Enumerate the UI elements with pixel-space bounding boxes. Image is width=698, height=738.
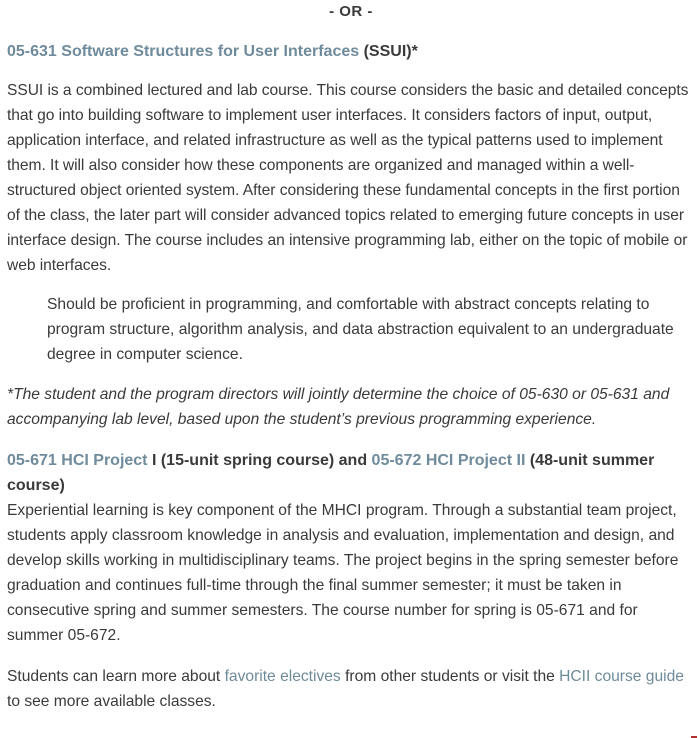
hci-project-heading	[7, 448, 695, 498]
course-631-heading	[7, 39, 695, 64]
hci-project-671-link[interactable]: 05-671 HCI Project	[7, 452, 148, 469]
course-631-prerequisite: Should be proficient in programming, and comfortable with abstract concepts relating to program structure, algorithm analysis, and data abstraction equivalent to an undergraduate degree in computer science.	[47, 296, 674, 363]
course-631-link[interactable]: 05-631 Software Structures for User Interfaces	[7, 43, 360, 60]
hci-project-672-link[interactable]: 05-672 HCI Project II	[371, 452, 526, 469]
programming-footnote: *The student and the program directors will jointly determine the choice of 05-630 or 05-631 and accompanying lab level, based upon the student’s previous programming experience.	[7, 386, 670, 428]
hci-project-mid-text: I (15-unit spring course) and	[147, 452, 372, 469]
course-631-description: SSUI is a combined lectured and lab course. This course considers the basic and detailed concepts that go into building software to implement user interfaces. It considers factors of input, output, application interface, and related infrastructure as well as the typical patterns used to implement them. It will also consider how these components are organized and managed within a well-structured object oriented system. After considering these fundamental concepts in the first portion of the class, the later part will consider advanced topics related to emerging future concepts in user interface design. The course includes an intensive programming lab, either on the topic of mobile or web interfaces.	[7, 82, 689, 274]
closing-text-before: Students can learn more about	[7, 668, 225, 685]
favorite-electives-link[interactable]: favorite electives	[224, 668, 341, 685]
closing-paragraph	[7, 664, 695, 714]
or-separator: - OR -	[329, 3, 373, 20]
content-column	[7, 0, 695, 714]
closing-text-middle: from other students or visit the	[340, 668, 560, 685]
closing-text-after: to see more available classes.	[7, 693, 216, 710]
course-631-suffix: (SSUI)*	[359, 43, 418, 60]
hci-project-description: Experiential learning is key component of the MHCI program. Through a substantial team project, students apply classroom knowledge in analysis and evaluation, implementation and design, and develop skills working in multidisciplinary teams. The project begins in the spring semester before graduation and continues full-time through the final summer semester; it must be taken in consecutive spring and summer semesters. The course number for spring is 05-671 and for summer 05-672.	[7, 502, 679, 644]
hci-project-tail-text: (48-unit summer course)	[7, 452, 655, 494]
hcii-course-guide-link[interactable]: HCII course guide	[559, 668, 684, 685]
